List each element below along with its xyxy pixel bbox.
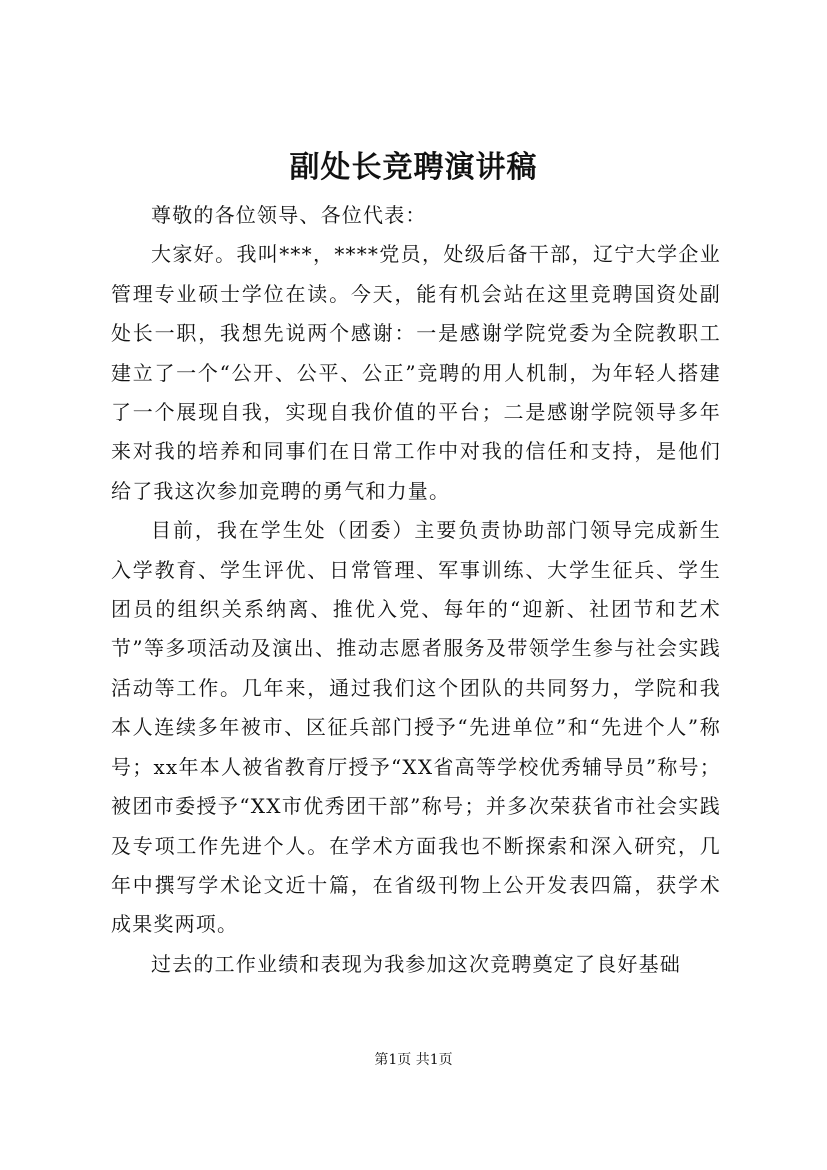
page-number-footer: 第1页 共1页 [374, 1052, 453, 1068]
document-title: 副处长竞聘演讲稿 [289, 150, 538, 185]
salutation-paragraph: 尊敬的各位领导、各位代表： [151, 203, 427, 227]
document-body [111, 196, 721, 984]
work-experience-paragraph: 目前，我在学生处（团委）主要负责协助部门领导完成新生入学教育、学生评优、日常管理、军事训练、大学生征兵、学生团员的组织关系纳离、推优入党、每年的“迎新、社团节和艺术节”等多项活动及演出、推动志愿者服务及带领学生参与社会实践活动等工作。几年来，通过我们这个团队的共同努力，学院和我本人连续多年被市、区征兵部门授予“先进单位”和“先进个人”称号；xx年本人被省教育厅授予“XX省高等学校优秀辅导员”称号；被团市委授予“XX市优秀团干部”称号；并多次荣获省市社会实践及专项工作先进个人。在学术方面我也不断探索和深入研究，几年中撰写学术论文近十篇，在省级刊物上公开发表四篇，获学术成果奖两项。 [111, 518, 721, 937]
closing-paragraph: 过去的工作业绩和表现为我参加这次竞聘奠定了良好基础 [151, 951, 681, 976]
greeting-paragraph: 大家好。我叫***，****党员，处级后备干部，辽宁大学企业管理专业硕士学位在读。今天，能有机会站在这里竞聘国资处副处长一职，我想先说两个感谢：一是感谢学院党委为全院教职工建立了一个“公开、公平、公正”竞聘的用人机制，为年轻人搭建了一个展现自我，实现自我价值的平台；二是感谢学院领导多年来对我的培养和同事们在日常工作中对我的信任和支持，是他们给了我这次参加竞聘的勇气和力量。 [111, 242, 721, 503]
